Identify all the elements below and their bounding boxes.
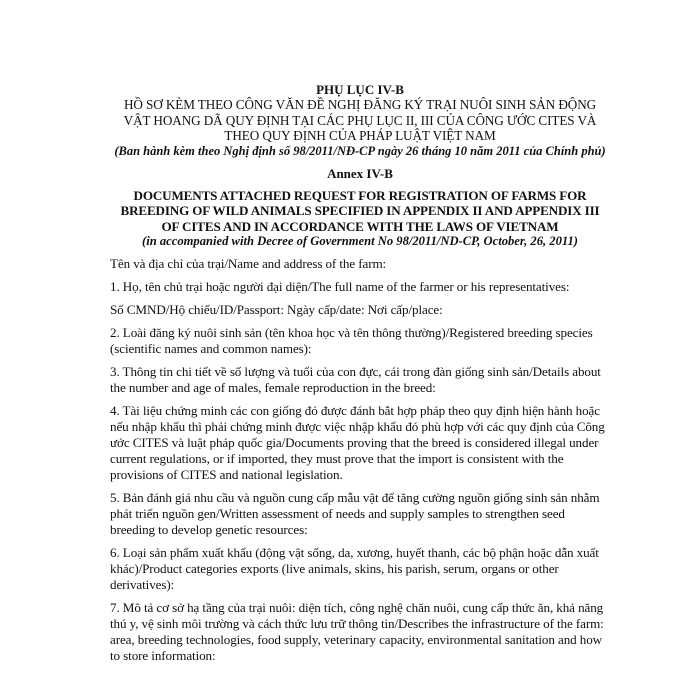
item-5-assessment: 5. Bản đánh giá nhu cầu và nguồn cung cấp mẫu vật để tăng cường nguồn giống sinh sản nhằm phát triển nguồn gen/Written assessment of needs and supply samples to strengthen seed breeding to develop genetic resources: xyxy=(110,490,600,537)
item-6-export-products: 6. Loại sản phẩm xuất khẩu (động vật sống, da, xương, huyết thanh, các bộ phận hoặc dẫn xuất khác)/Product categories exports (live animals, skins, his parish, serum, organs or other derivatives): xyxy=(110,545,599,592)
farm-name-address-line: Tên và địa chỉ của trại/Name and address of the farm: xyxy=(110,256,387,271)
annex-title-vn: PHỤ LỤC IV-B xyxy=(316,82,404,97)
annex-title-en: Annex IV-B xyxy=(327,165,393,181)
annex-subtitle-en: DOCUMENTS ATTACHED REQUEST FOR REGISTRATION OF FARMS FOR BREEDING OF WILD ANIMALS SPECIFIED IN APPENDIX II AND APPENDIX III OF CITES AND IN ACCORDANCE WITH THE LAWS OF VIETNAM xyxy=(120,187,600,234)
decree-note-vn: (Ban hành kèm theo Nghị định số 98/2011/NĐ-CP ngày 26 tháng 10 năm 2011 của Chính phủ) xyxy=(114,143,606,158)
item-1-id-passport: Số CMND/Hộ chiếu/ID/Passport: Ngày cấp/date: Nơi cấp/place: xyxy=(110,302,443,317)
item-2-species: 2. Loài đăng ký nuôi sinh sản (tên khoa học và tên thông thường)/Registered breeding species (scientific names and common names): xyxy=(110,325,593,356)
annex-subtitle-vn: HỒ SƠ KÈM THEO CÔNG VĂN ĐỀ NGHỊ ĐĂNG KÝ TRẠI NUÔI SINH SẢN ĐỘNG VẬT HOANG DÃ QUY ĐỊNH TẠI CÁC PHỤ LỤC II, III CỦA CÔNG ƯỚC CITES VÀ THEO QUY ĐỊNH CỦA PHÁP LUẬT VIỆT NAM xyxy=(123,97,597,143)
item-1-farmer-name: 1. Họ, tên chủ trại hoặc người đại diện/The full name of the farmer or his representatives: xyxy=(110,279,570,294)
document-page xyxy=(110,82,610,664)
item-3-breed-details: 3. Thông tin chi tiết về số lượng và tuổi của con đực, cái trong đàn giống sinh sản/Details about the number and age of males, female reproduction in the breed: xyxy=(110,364,601,395)
decree-note-en: (in accompanied with Decree of Government No 98/2011/ND-CP, October, 26, 2011) xyxy=(142,234,578,248)
item-4-legal-documents: 4. Tài liệu chứng minh các con giống đó được đánh bắt hợp pháp theo quy định hiện hành hoặc nếu nhập khẩu thì phải chứng minh được việc nhập khẩu đó phù hợp với các quy định của Công ước CITES và luật pháp quốc gia/Documents proving that the breed is considered illegal under current regulations, or if imported, they must prove that the import is consistent with the provisions of CITES and national legislation. xyxy=(110,403,605,482)
item-7-infrastructure: 7. Mô tả cơ sở hạ tầng của trại nuôi: diện tích, công nghệ chăn nuôi, cung cấp thức ăn, khả năng thú y, vệ sinh môi trường và cách thức lưu trữ thông tin/Describes the infrastructure of the farm: area, breeding technologies, food supply, veterinary capacity, environmental sanitation and how to store information: xyxy=(110,600,604,663)
